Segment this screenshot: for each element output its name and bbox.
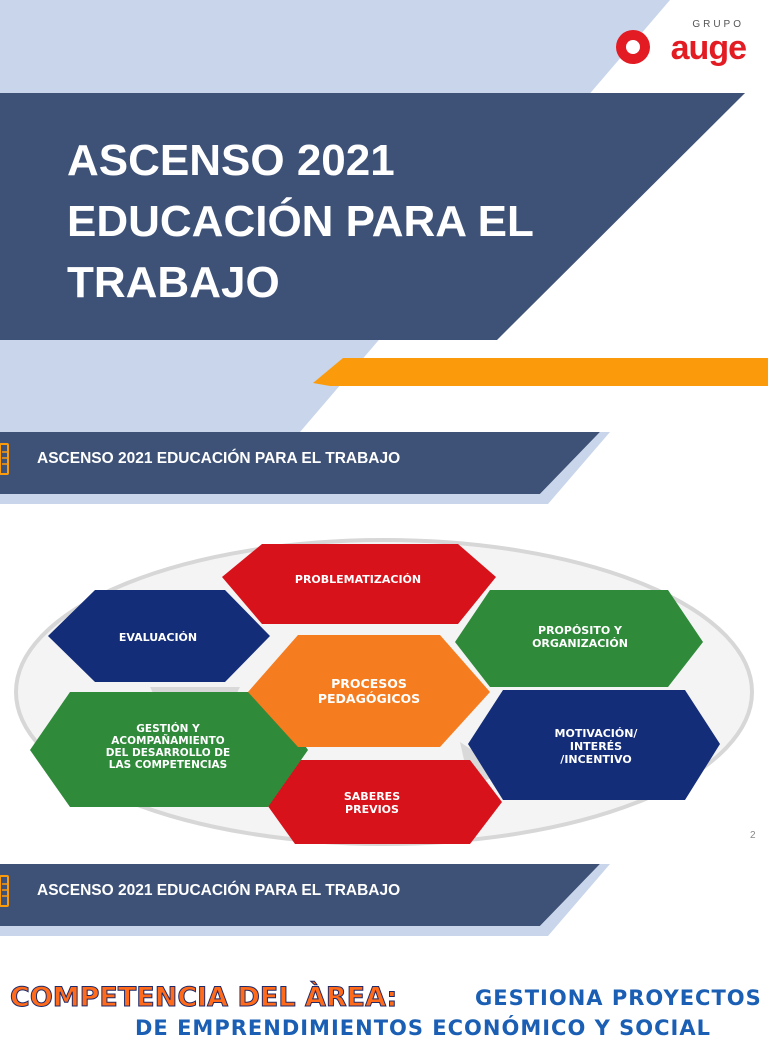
page-number: 2 [750, 830, 756, 841]
competencia-text: GESTIONA PROYECTOS [475, 986, 762, 1010]
pedagogical-processes-diagram [0, 532, 768, 852]
label-gestion: GESTIÓN Y ACOMPAÑAMIENTO DEL DESARROLLO DE LAS COMPETENCIAS [105, 723, 231, 771]
node-proposito [455, 590, 703, 687]
title-slide [0, 0, 768, 432]
label-evaluacion: EVALUACIÓN [118, 631, 198, 644]
auge-logo-mark [616, 30, 650, 64]
title-line-2: EDUCACIÓN PARA EL [67, 197, 534, 246]
logo-small-text: GRUPO [692, 19, 744, 30]
node-motivacion [468, 690, 720, 800]
logo-main-text: auge [670, 29, 746, 67]
label-proposito: PROPÓSITO Y ORGANIZACIÓN [532, 624, 628, 650]
label-saberes: SABERES PREVIOS [343, 790, 401, 816]
banner-title: ASCENSO 2021 EDUCACIÓN PARA EL TRABAJO [37, 450, 401, 467]
node-problematizacion [222, 544, 496, 624]
label-center: PROCESOS PEDAGÓGICOS [317, 676, 421, 706]
label-problematizacion: PROBLEMATIZACIÓN [294, 573, 422, 586]
title-line-1: ASCENSO 2021 [67, 136, 395, 185]
banner-title: ASCENSO 2021 EDUCACIÓN PARA EL TRABAJO [37, 882, 401, 899]
node-center [248, 635, 490, 747]
slide-title [67, 130, 587, 313]
processes-slide [0, 432, 768, 864]
grupo-auge-logo [610, 18, 750, 66]
node-evaluacion [48, 590, 270, 682]
competencia-text-continued: DE EMPRENDIMIENTOS ECONÓMICO Y SOCIAL [135, 1016, 711, 1040]
competencia-slide [0, 864, 768, 1040]
competencia-heading: COMPETENCIA DEL ÀREA: [10, 982, 398, 1013]
node-saberes [265, 760, 502, 844]
clipboard-icon [0, 872, 10, 908]
clipboard-icon [0, 440, 10, 476]
title-line-3: TRABAJO [67, 258, 280, 307]
label-motivacion: MOTIVACIÓN/ INTERÉS /INCENTIVO [554, 727, 638, 766]
